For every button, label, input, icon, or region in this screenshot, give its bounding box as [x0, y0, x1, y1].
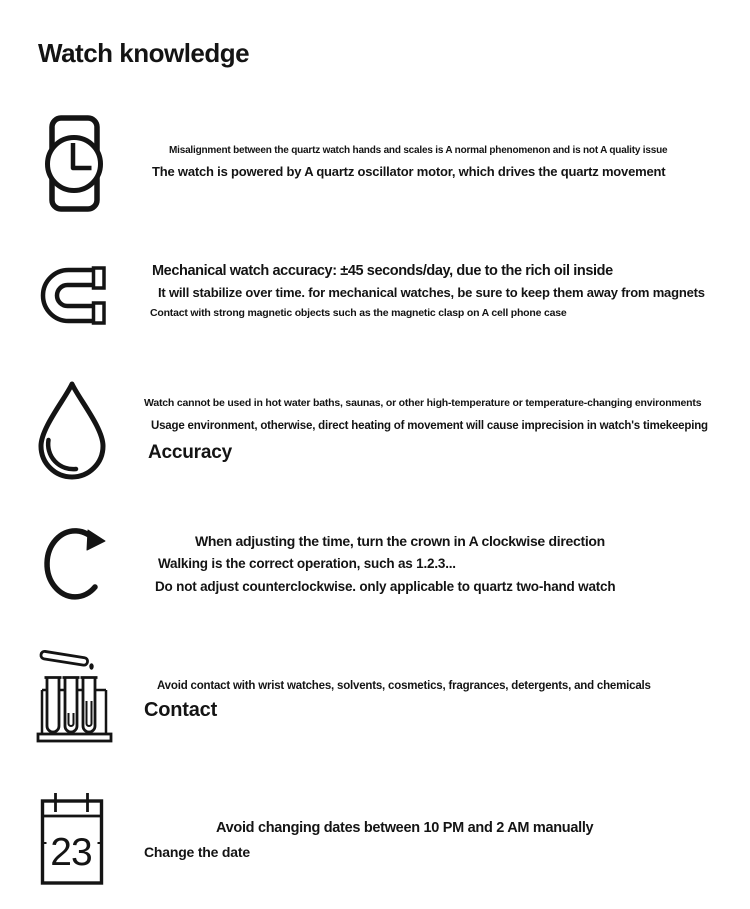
- text-line: Walking is the correct operation, such as 1.2.3...: [158, 556, 456, 571]
- text-line: Contact with strong magnetic objects such as the magnetic clasp on A cell phone case: [150, 307, 567, 319]
- text-line: It will stabilize over time. for mechanical watches, be sure to keep them away from magnets: [158, 285, 705, 300]
- text-line: The watch is powered by A quartz oscillator motor, which drives the quartz movement: [152, 164, 666, 179]
- text-line: Contact: [144, 699, 218, 721]
- text-line: Misalignment between the quartz watch hands and scales is A normal phenomenon and is not A quality issue: [169, 145, 668, 156]
- water-drop-icon: [38, 380, 108, 484]
- magnet-icon: [40, 264, 108, 326]
- text-line: Mechanical watch accuracy: ±45 seconds/day, due to the rich oil inside: [152, 263, 613, 279]
- text-line: When adjusting the time, turn the crown in A clockwise direction: [195, 533, 605, 549]
- test-tubes-icon: [36, 645, 114, 750]
- text-line: Avoid contact with wrist watches, solvents, cosmetics, fragrances, detergents, and chemicals: [157, 680, 651, 692]
- clockwise-arrow-icon: [44, 526, 108, 602]
- text-line: Do not adjust counterclockwise. only applicable to quartz two-hand watch: [155, 579, 616, 594]
- calendar-day-number: 23: [50, 831, 92, 874]
- page-title: Watch knowledge: [38, 38, 250, 68]
- text-line: Watch cannot be used in hot water baths, saunas, or other high-temperature or temperature-changing environments: [144, 397, 702, 409]
- text-line: Accuracy: [148, 442, 232, 463]
- text-line: Avoid changing dates between 10 PM and 2 AM manually: [216, 820, 594, 836]
- watch-icon: [44, 112, 104, 212]
- text-line: Change the date: [144, 844, 250, 860]
- calendar-icon: [40, 790, 106, 888]
- text-line: Usage environment, otherwise, direct heating of movement will cause imprecision in watch's timekeeping: [151, 420, 708, 432]
